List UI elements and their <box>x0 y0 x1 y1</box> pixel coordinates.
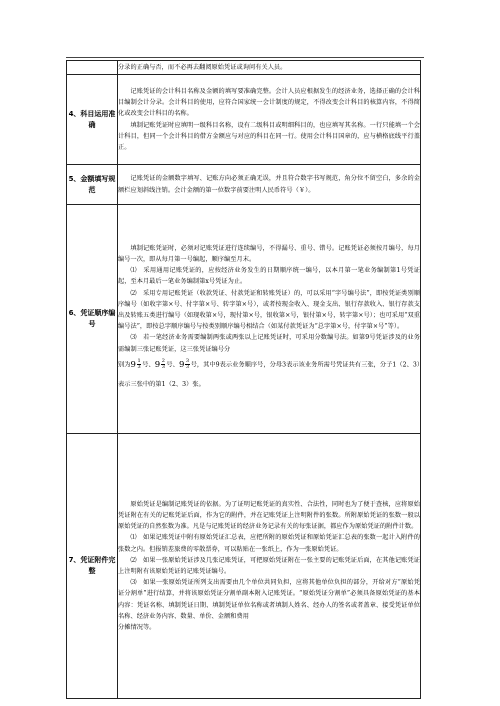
fraction-prefix: 别为 <box>118 361 131 369</box>
paragraph: ⑵ 如果一张原始凭证涉及几张记账凭证，可把原始凭证附在一张主要的记账凭证后面，在其他记账凭证上注明附有该原始凭证的记账凭证编号。 <box>118 556 420 575</box>
row-label: 7、凭证附件完整 <box>67 434 118 699</box>
table-row <box>67 205 421 434</box>
fraction-separator: 号、 <box>142 361 155 369</box>
fraction-numbering <box>118 355 420 396</box>
whole-number: 9 <box>154 359 161 370</box>
paragraph: 记账凭证的会计科目名称及金额的填写要准确完整。会计人员应根据发生的经济业务，选择正确的会计科目编制会计分录。会计科目的使用，应符合国家统一会计制度的规定，不得改变会计科目的核算内容，不得简化或改变会计科目的名称。 <box>118 87 420 118</box>
numerator: 3 <box>185 358 190 365</box>
paragraph: 填制记账凭证时，必须对记账凭证进行连续编号，不得漏号、重号、错号。记账凭证必须按月编号，每月编号一次，即从每月第一号编起，顺序编至月末。 <box>118 244 420 263</box>
paragraph: 填制记账凭证时应填明一级科目名称，设有二级科目或明细科目的，也应填写其名称。一行只能填一个会计科目，但同一个会计科目的借方金额应与对应的科目在同一行。使用会计科目国章的，应与横格底线平行盖正。 <box>118 121 420 151</box>
voucher-rules-table <box>66 60 421 699</box>
paragraph: 分摊情况等。 <box>118 624 156 632</box>
table-row <box>67 75 421 165</box>
numerator: 1 <box>137 358 141 365</box>
row-label: 4、科目运用准确 <box>67 75 118 165</box>
fraction <box>161 359 165 370</box>
paragraph: ⑵ 采用专用记账凭证（收款凭证、付款凭证和转账凭证）的，可以采用“字号编号法”，即按凭证类别顺序编号（如收字第×号、付字第×号、转字第×号），或者按现金收入、现金支出、银行存款收入、银行存款支出及转账五类进行编号（如现收第×号，现付第×号，银收第×号，银付第×号，转字第×号）；也可采用“双重编号法”，即按总字顺序编号与按类别顺序编号相结合（如某付款凭证为“总字第×号，付字第×号”等）。 <box>118 289 420 331</box>
paragraph: ⑶ 如果一张原始凭证所列支出需要由几个单位共同负担，应将其他单位负担的部分，开给对方“原始凭证分割单”进行结算，并将该原始凭证分割单副本附入记账凭证。“原始凭证分割单”必须具备原始凭证的基本内容：凭证名称、填制凭证日期、填制凭证单位名称或者填制人姓名、经办人的签名或者盖章、接受凭证单位名称、经济业务内容、数量、单价、金额和费用 <box>118 579 420 620</box>
paragraph: ⑶ 若一笔经济业务需要编制两张或两张以上记账凭证时，可采用分数编号法。如第9号凭证涉及的业务需编制三张记账凭证，这三张凭证编号分 <box>118 334 420 353</box>
whole-number: 9 <box>130 359 136 370</box>
header-rule <box>66 57 424 58</box>
denominator: 3 <box>161 364 165 371</box>
table-row <box>67 61 421 75</box>
row-content <box>118 434 421 699</box>
paragraph: 原始凭证是编制记账凭证的依据。为了证明记账凭证的真实性、合法性，同时也为了便于查核，应将原始凭证附在有关的记账凭证后面，作为它的附件，并在记账凭证上注明附件的张数。所附原始凭证的张数一般以原始凭证的自然张数为准。凡是与记账凭证的经济业务记录有关的每张证据，都应作为原始凭证的附件计数。 <box>118 500 420 531</box>
table-row <box>67 434 421 699</box>
fraction-separator: 号、 <box>166 361 179 369</box>
denominator: 3 <box>185 364 190 371</box>
paragraph: ⑴ 如果记账凭证中附有原始凭证汇总表，应把所附的原始凭证和原始凭证汇总表的张数一起计入附件的张数之内。但报销差旅费的零散票券，可以粘贴在一张纸上，作为一张原始凭证。 <box>118 534 420 553</box>
row-label: 5、金额填写规范 <box>67 165 118 205</box>
row-content <box>118 61 421 75</box>
fraction <box>185 359 189 370</box>
row-label: 6、凭证顺序编号 <box>67 205 118 434</box>
fraction <box>137 359 141 370</box>
fraction-tail: 号，其中9表示业务顺序号，分母3表示该业务所需号凭证共有三张，分子1（2、3）表示三张中的第1（2、3）张。 <box>118 361 420 389</box>
denominator: 3 <box>137 364 141 371</box>
row-content <box>118 205 421 434</box>
numerator: 2 <box>161 358 165 365</box>
row-label <box>67 61 118 75</box>
paragraph: ⑴ 采用通用记账凭证的，应按经济业务发生的日期顺序统一编号，以本月第一笔业务编制第1号凭证起，至本月最后一笔业务编制第x号凭证为止。 <box>118 267 420 286</box>
paragraph: 记账凭证的金额数字填写、记账方向必须正确无误，并且符合数字书写规范，角分位不留空白，多余的金额栏应划斜线注销。会计金额的第一位数字前要注明人民币符号（￥）。 <box>118 175 420 194</box>
table-row <box>67 165 421 205</box>
row-content <box>118 165 421 205</box>
row-content <box>118 75 421 165</box>
whole-number: 9 <box>178 359 185 370</box>
paragraph: 分录的正确与否，而不必再去翻阅原始凭证或询问有关人员。 <box>118 63 287 71</box>
